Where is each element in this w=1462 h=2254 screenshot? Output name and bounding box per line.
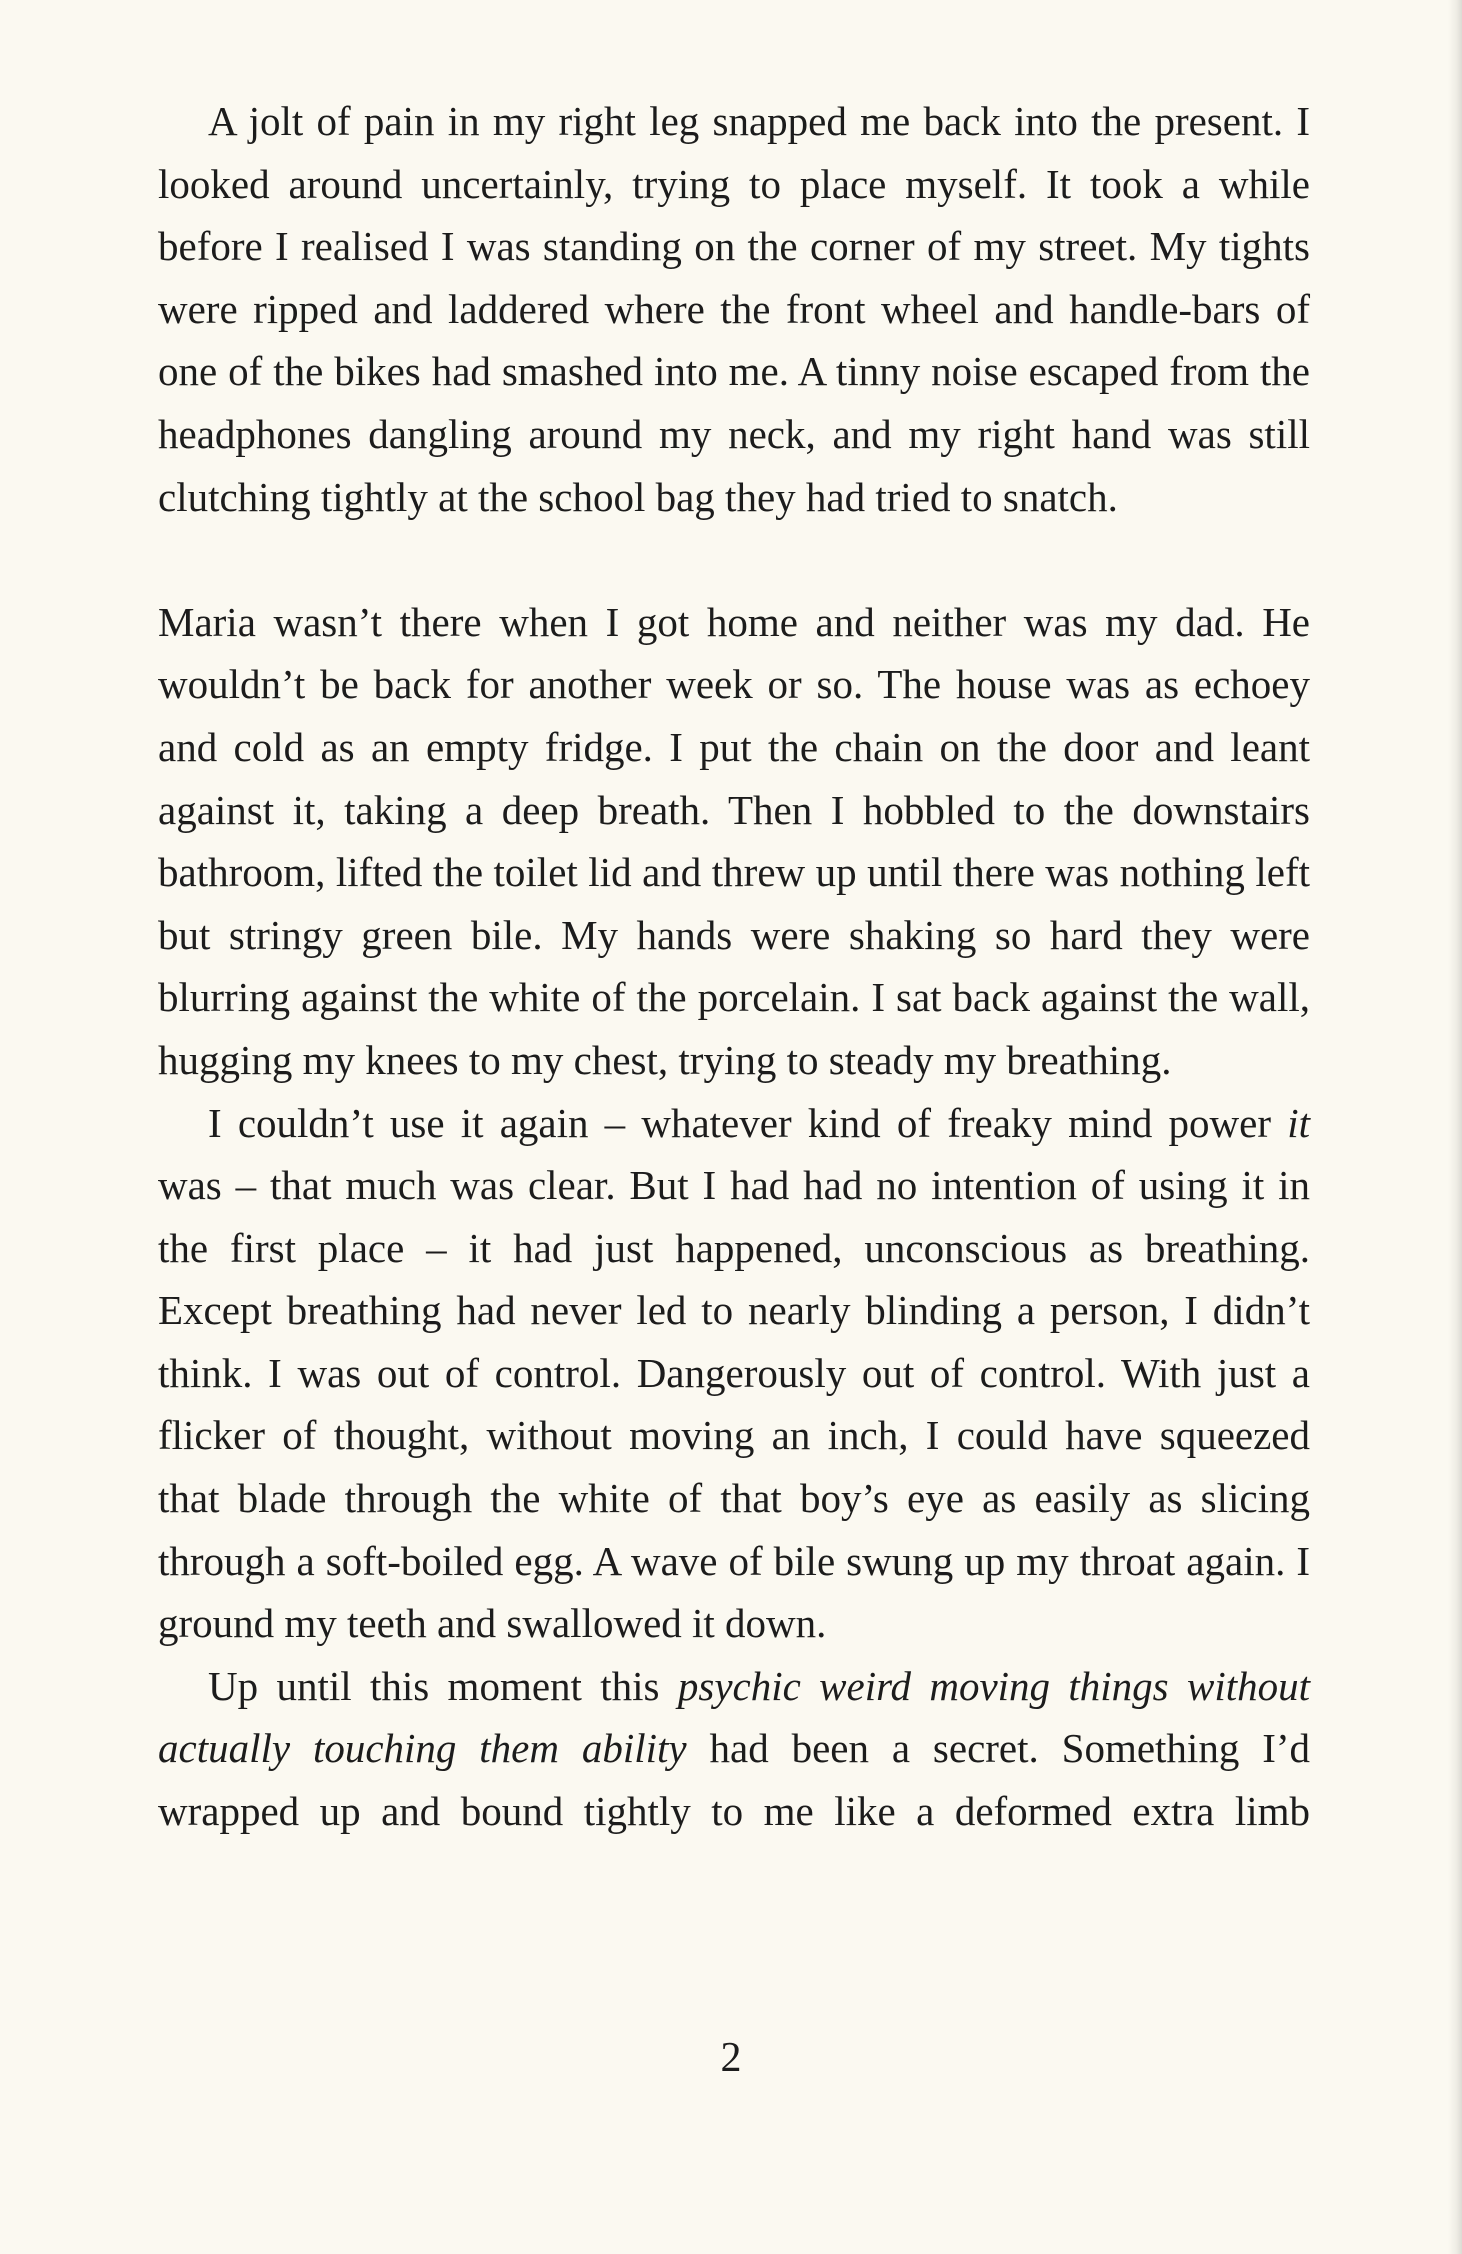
paragraph-3-text-a: I couldn’t use it again – whatever kind of freaky mind power: [208, 1099, 1288, 1146]
paragraph-3-italic-it: it: [1287, 1099, 1310, 1146]
paragraph-2-text: Maria wasn’t there when I got home and neither was my dad. He wouldn’t be back for another week or so. The house was as echoey and cold as an empty fridge. I put the chain on the door and leant against it, taking a deep breath. Then I hobbled to the downstairs bathroom, lifted the toilet lid and threw up until there was nothing left but stringy green bile. My hands were shaking so hard they were blurring against the white of the porcelain. I sat back against the wall, hugging my knees to my chest, trying to steady my breathing.: [158, 598, 1310, 1083]
paragraph-4-text-a: Up until this moment this: [208, 1662, 678, 1709]
paragraph-4: [158, 1655, 1310, 1843]
paragraph-1-text: A jolt of pain in my right leg snapped me back into the present. I looked around uncertainly, trying to place myself. It took a while before I realised I was standing on the corner of my street. My tights were ripped and laddered where the front wheel and handle-bars of one of the bikes had smashed into me. A tinny noise escaped from the headphones dangling around my neck, and my right hand was still clutching tightly at the school bag they had tried to snatch.: [158, 98, 1310, 520]
paragraph-2: [158, 591, 1310, 1092]
paragraph-4-text-b: had been a secret. Something I’d wrapped up and bound tightly to me like a deformed extra limb: [158, 1725, 1310, 1835]
paragraph-1: [158, 90, 1310, 528]
paragraph-4-italic-ability: psychic weird moving things without actually touching them ability: [158, 1662, 1310, 1772]
page-number: 2: [720, 2035, 742, 2081]
paragraph-3-text-b: was – that much was clear. But I had had no intention of using it in the first place – it had just happened, unconscious as breathing. Except breathing had never led to nearly blinding a person, I didn’t think. I was out of control. Dangerously out of control. With just a flicker of thought, without moving an inch, I could have squeezed that blade through the white of that boy’s eye as easily as slicing through a soft-boiled egg. A wave of bile swung up my throat again. I ground my teeth and swallowed it down.: [158, 1162, 1310, 1647]
page-edge-shadow: [1448, 0, 1462, 2254]
paragraph-3: [158, 1092, 1310, 1655]
body-text: [158, 90, 1310, 1843]
